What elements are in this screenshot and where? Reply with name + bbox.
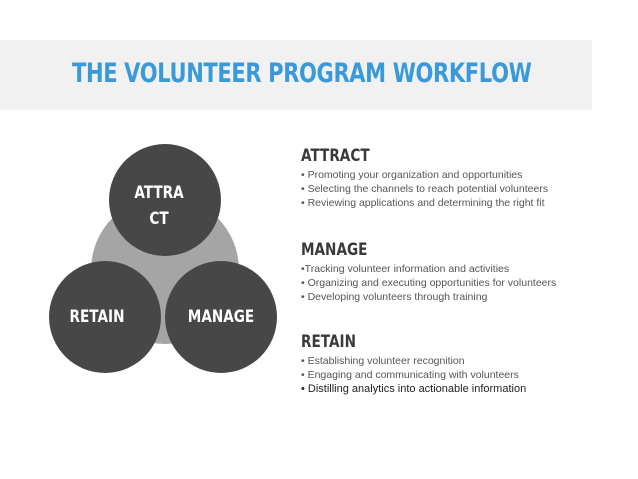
- page-title: THE VOLUNTEER PROGRAM WORKFLOW: [72, 58, 532, 89]
- retain-list: [301, 354, 526, 396]
- list-item: • Promoting your organization and opportunities: [301, 169, 523, 181]
- manage-list: [301, 262, 556, 304]
- list-item: •Tracking volunteer information and activities: [301, 263, 510, 275]
- attract-circle-label: ATTRACT: [134, 183, 184, 229]
- list-item: • Engaging and communicating with volunteers: [301, 369, 519, 381]
- manage-circle-label: MANAGE: [187, 307, 255, 327]
- retain-circle-label: RETAIN: [69, 307, 125, 327]
- attract-list: [301, 168, 548, 210]
- list-item: • Selecting the channels to reach potential volunteers: [301, 183, 549, 195]
- list-item: • Establishing volunteer recognition: [301, 355, 465, 367]
- retain-heading: RETAIN: [301, 332, 356, 352]
- list-item: • Reviewing applications and determining the right fit: [301, 197, 545, 209]
- list-item: • Distilling analytics into actionable information: [301, 383, 527, 395]
- manage-heading: MANAGE: [301, 240, 368, 260]
- attract-heading: ATTRACT: [301, 146, 370, 166]
- list-item: • Developing volunteers through training: [301, 291, 488, 303]
- list-item: • Organizing and executing opportunities for volunteers: [301, 277, 557, 289]
